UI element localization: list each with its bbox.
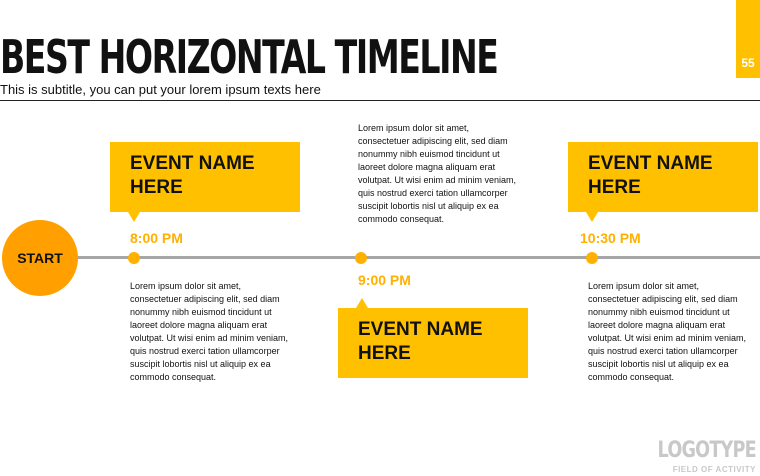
event-title-2-line1: EVENT NAME bbox=[358, 319, 483, 340]
logo-main-text: LOGOTYPE bbox=[657, 438, 756, 463]
event-callout-1 bbox=[110, 142, 300, 212]
page-number-tab bbox=[736, 0, 760, 78]
event-callout-2 bbox=[338, 308, 528, 378]
callout-pointer-3 bbox=[586, 212, 598, 222]
page-title: BEST HORIZONTAL TIMELINE bbox=[0, 30, 498, 84]
page-number: 55 bbox=[741, 56, 755, 70]
event-time-2: 9:00 PM bbox=[358, 272, 411, 288]
start-circle bbox=[2, 220, 78, 296]
timeline-dot-1 bbox=[128, 252, 140, 264]
callout-pointer-2 bbox=[356, 298, 368, 308]
event-description-1: Lorem ipsum dolor sit amet, consectetuer adipiscing elit, sed diam nonummy nibh euismod tincidunt ut laoreet dolore magna aliquam erat volutpat. Ut wisi enim ad minim veniam, quis nostrud exerci tation ullamcorper suscipit lobortis nisl ut aliquip ex ea commodo consequat. bbox=[130, 281, 289, 382]
timeline-line bbox=[60, 256, 760, 259]
timeline-dot-3 bbox=[586, 252, 598, 264]
event-description-2: Lorem ipsum dolor sit amet, consectetuer adipiscing elit, sed diam nonummy nibh euismod tincidunt ut laoreet dolore magna aliquam erat volutpat. Ut wisi enim ad minim veniam, quis nostrud exerci tation ullamcorper suscipit lobortis nisl ut aliquip ex ea commodo consequat. bbox=[358, 123, 517, 224]
event-title-3-line1: EVENT NAME bbox=[588, 153, 713, 174]
event-description-3: Lorem ipsum dolor sit amet, consectetuer adipiscing elit, sed diam nonummy nibh euismod tincidunt ut laoreet dolore magna aliquam erat volutpat. Ut wisi enim ad minim veniam, quis nostrud exerci tation ullamcorper suscipit lobortis nisl ut aliquip ex ea commodo consequat. bbox=[588, 281, 747, 382]
event-title-3-line2: HERE bbox=[588, 177, 641, 198]
event-title-2-line2: HERE bbox=[358, 343, 411, 364]
event-title-1-line2: HERE bbox=[130, 177, 183, 198]
page-subtitle: This is subtitle, you can put your lorem ipsum texts here bbox=[0, 82, 321, 97]
event-time-1: 8:00 PM bbox=[130, 230, 183, 246]
event-time-3: 10:30 PM bbox=[580, 230, 641, 246]
callout-pointer-1 bbox=[128, 212, 140, 222]
header-divider bbox=[0, 100, 760, 101]
start-label: START bbox=[17, 250, 63, 266]
event-title-1-line1: EVENT NAME bbox=[130, 153, 255, 174]
timeline-dot-2 bbox=[355, 252, 367, 264]
event-callout-3 bbox=[568, 142, 758, 212]
logo-sub-text: FIELD OF ACTIVITY bbox=[672, 465, 756, 474]
logotype bbox=[633, 438, 756, 474]
